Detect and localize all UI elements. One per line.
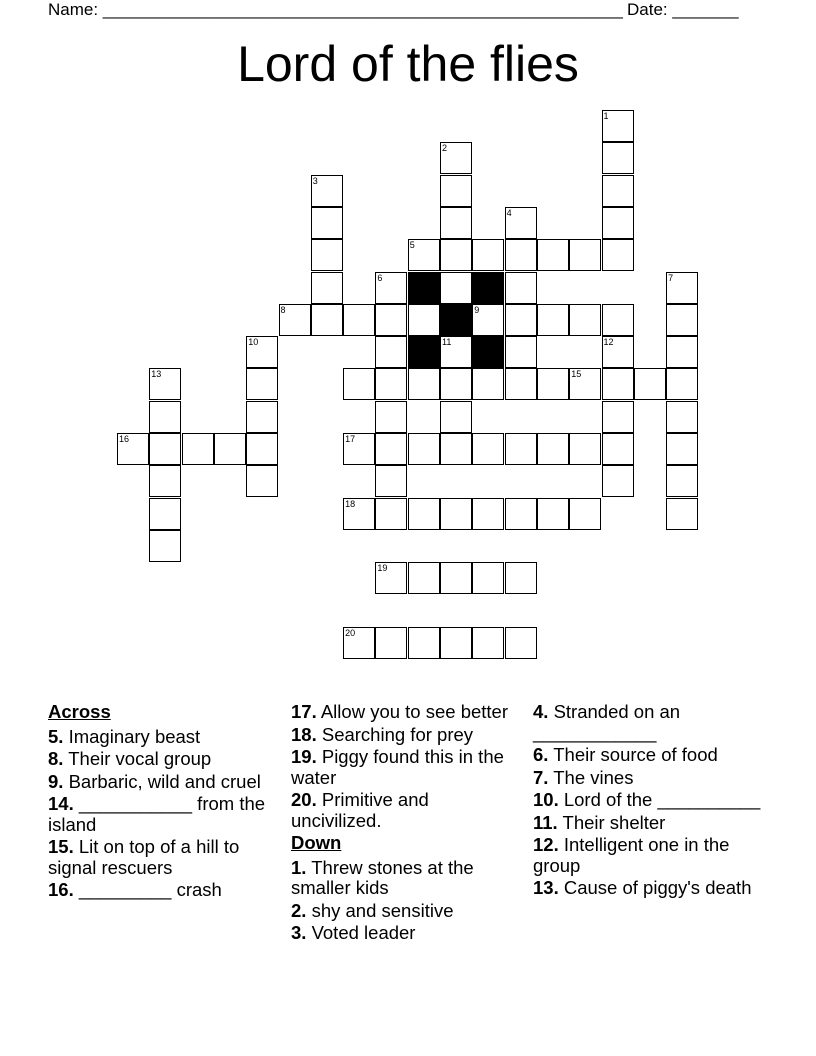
grid-cell[interactable] [311, 272, 343, 304]
grid-cell[interactable] [182, 433, 214, 465]
grid-cell[interactable] [149, 401, 181, 433]
grid-cell[interactable] [569, 433, 601, 465]
grid-cell[interactable] [440, 239, 472, 271]
grid-cell[interactable] [440, 336, 472, 368]
grid-cell[interactable] [505, 207, 537, 239]
grid-cell[interactable] [666, 498, 698, 530]
grid-cell[interactable] [537, 433, 569, 465]
down-clue: 3. Voted leader [291, 922, 416, 943]
down-heading: Down [291, 832, 342, 853]
grid-cell[interactable] [537, 239, 569, 271]
grid-cell[interactable] [634, 368, 666, 400]
across-clue: 19. Piggy found this in the water [291, 746, 504, 788]
clue-number: 3 [312, 175, 318, 186]
page-title: Lord of the flies [237, 36, 579, 92]
grid-cell[interactable] [602, 142, 634, 174]
grid-cell[interactable] [311, 175, 343, 207]
clue-number: 7 [668, 272, 674, 283]
grid-cell[interactable] [440, 207, 472, 239]
grid-cell[interactable] [440, 433, 472, 465]
grid-cell[interactable] [149, 368, 181, 400]
grid-cell[interactable] [246, 433, 278, 465]
clue-number: 6 [377, 272, 383, 283]
black-cell [472, 272, 504, 304]
grid-cell[interactable] [375, 401, 407, 433]
clue-number: 20 [345, 627, 356, 638]
grid-cell[interactable] [149, 433, 181, 465]
grid-cell[interactable] [505, 304, 537, 336]
grid-cell[interactable] [602, 304, 634, 336]
across-clue: 14. ___________ from the island [48, 793, 266, 835]
grid-cell[interactable] [149, 465, 181, 497]
grid-cell[interactable] [602, 239, 634, 271]
grid-cell[interactable] [602, 465, 634, 497]
grid-cell[interactable] [537, 498, 569, 530]
clue-number: 9 [474, 304, 480, 315]
grid-cell[interactable] [375, 272, 407, 304]
grid-cell[interactable] [666, 368, 698, 400]
grid-cell[interactable] [149, 498, 181, 530]
clue-number: 15 [571, 369, 582, 380]
grid-cell[interactable] [537, 304, 569, 336]
grid-cell[interactable] [602, 207, 634, 239]
grid-cell[interactable] [602, 175, 634, 207]
grid-cell[interactable] [505, 239, 537, 271]
grid-cell[interactable] [569, 498, 601, 530]
clue-number: 12 [603, 337, 614, 348]
grid-cell[interactable] [440, 401, 472, 433]
grid-cell[interactable] [246, 401, 278, 433]
grid-cell[interactable] [537, 368, 569, 400]
down-clue: 4. Stranded on an ____________ [533, 701, 681, 743]
clue-number: 4 [506, 207, 512, 218]
grid-cell[interactable] [375, 498, 407, 530]
grid-cell[interactable] [602, 110, 634, 142]
grid-cell[interactable] [343, 627, 375, 659]
grid-cell[interactable] [246, 336, 278, 368]
across-clue: 20. Primitive and uncivilized. [291, 789, 429, 831]
grid-cell[interactable] [666, 336, 698, 368]
down-clue: 12. Intelligent one in the group [533, 834, 730, 876]
clue-number: 16 [119, 434, 130, 444]
grid-cell[interactable] [375, 627, 407, 659]
grid-cell[interactable] [246, 368, 278, 400]
grid-cell[interactable] [440, 175, 472, 207]
down-clue: 2. shy and sensitive [291, 899, 454, 921]
grid-cell[interactable] [343, 304, 375, 336]
down-clue: 7. The vines [533, 766, 634, 788]
grid-cell[interactable] [408, 304, 440, 336]
black-cell [440, 304, 472, 336]
clue-column-3 [533, 702, 773, 901]
grid-cell[interactable] [472, 304, 504, 336]
grid-cell[interactable] [505, 562, 537, 594]
clue-number: 2 [442, 143, 448, 154]
grid-cell[interactable] [343, 498, 375, 530]
across-clue: 18. Searching for prey [291, 723, 474, 745]
grid-cell[interactable] [375, 465, 407, 497]
grid-cell[interactable] [214, 433, 246, 465]
black-cell [408, 336, 440, 368]
clue-number: 18 [345, 498, 356, 509]
across-clue: 17. Allow you to see better [291, 701, 509, 722]
clue-number: 13 [151, 369, 162, 380]
down-clue: 1. Threw stones at the smaller kids [291, 856, 474, 898]
down-clue: 11. Their shelter [533, 811, 666, 833]
clue-number: 17 [345, 434, 356, 444]
grid-cell[interactable] [569, 304, 601, 336]
grid-cell[interactable] [343, 368, 375, 400]
clue-number: 10 [248, 337, 259, 348]
clue-number: 19 [377, 563, 388, 574]
down-clue: 13. Cause of piggy's death [533, 877, 752, 898]
grid-cell[interactable] [666, 401, 698, 433]
date-line: Date: _______ [627, 0, 739, 19]
grid-cell[interactable] [472, 433, 504, 465]
across-clue: 9. Barbaric, wild and cruel [48, 770, 261, 792]
across-clue: 8. Their vocal group [48, 748, 212, 769]
grid-cell[interactable] [472, 368, 504, 400]
grid-cell[interactable] [408, 562, 440, 594]
grid-cell[interactable] [311, 207, 343, 239]
grid-cell[interactable] [505, 433, 537, 465]
clue-column-2 [291, 702, 521, 946]
grid-cell[interactable] [602, 433, 634, 465]
clue-number: 1 [603, 111, 609, 121]
grid-cell[interactable] [408, 627, 440, 659]
grid-cell[interactable] [505, 336, 537, 368]
grid-cell[interactable] [408, 368, 440, 400]
grid-cell[interactable] [602, 368, 634, 400]
grid-cell[interactable] [472, 627, 504, 659]
grid-cell[interactable] [440, 142, 472, 174]
grid-cell[interactable] [440, 272, 472, 304]
grid-cell[interactable] [375, 368, 407, 400]
grid-cell[interactable] [440, 562, 472, 594]
grid-cell[interactable] [505, 627, 537, 659]
across-clue: 16. _________ crash [48, 879, 222, 900]
grid-cell[interactable] [505, 368, 537, 400]
across-clue: 5. Imaginary beast [48, 725, 201, 747]
down-clue: 10. Lord of the __________ [533, 789, 761, 810]
black-cell [472, 336, 504, 368]
grid-cell[interactable] [375, 562, 407, 594]
grid-cell[interactable] [440, 498, 472, 530]
grid-cell[interactable] [666, 465, 698, 497]
grid-cell[interactable] [569, 239, 601, 271]
clue-number: 8 [280, 304, 286, 315]
grid-cell[interactable] [472, 562, 504, 594]
grid-cell[interactable] [117, 433, 149, 465]
down-clue: 6. Their source of food [533, 744, 718, 765]
grid-cell[interactable] [569, 368, 601, 400]
grid-cell[interactable] [472, 498, 504, 530]
clue-number: 11 [442, 337, 452, 348]
grid-cell[interactable] [375, 336, 407, 368]
grid-cell[interactable] [375, 433, 407, 465]
grid-cell[interactable] [149, 530, 181, 562]
grid-cell[interactable] [279, 304, 311, 336]
grid-cell[interactable] [343, 433, 375, 465]
grid-cell[interactable] [440, 627, 472, 659]
grid-cell[interactable] [666, 272, 698, 304]
grid-cell[interactable] [440, 368, 472, 400]
grid-cell[interactable] [246, 465, 278, 497]
clue-column-1 [48, 702, 278, 903]
grid-cell[interactable] [311, 304, 343, 336]
grid-cell[interactable] [311, 239, 343, 271]
grid-cell[interactable] [505, 272, 537, 304]
grid-cell[interactable] [666, 433, 698, 465]
clue-number: 5 [409, 240, 415, 251]
name-line: Name: _______________________________________________________ [48, 0, 623, 19]
across-heading: Across [48, 701, 111, 722]
grid-cell[interactable] [408, 239, 440, 271]
grid-cell[interactable] [602, 401, 634, 433]
black-cell [408, 272, 440, 304]
grid-cell[interactable] [505, 498, 537, 530]
grid-cell[interactable] [666, 304, 698, 336]
grid-cell[interactable] [408, 433, 440, 465]
grid-cell[interactable] [375, 304, 407, 336]
grid-cell[interactable] [408, 498, 440, 530]
across-clue: 15. Lit on top of a hill to signal rescuers [48, 836, 240, 878]
grid-cell[interactable] [602, 336, 634, 368]
grid-cell[interactable] [472, 239, 504, 271]
